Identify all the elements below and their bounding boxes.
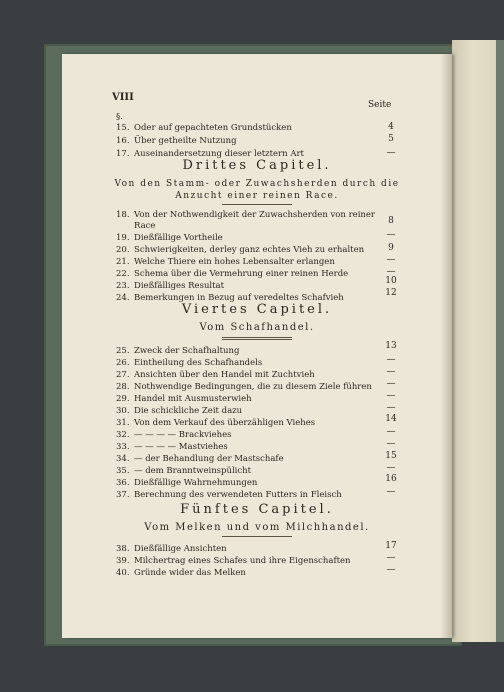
- toc-entry: 19. Dießfällige Vortheile: [116, 233, 223, 243]
- toc-entry-page: —: [386, 403, 396, 413]
- chapter-subtitle: Anzucht einer reinen Race.: [175, 191, 339, 201]
- toc-entry: 26. Eintheilung des Schafhandels: [116, 358, 263, 368]
- chapter-subtitle: Vom Melken und vom Milchhandel.: [144, 522, 370, 533]
- toc-entry-page: 10: [385, 276, 397, 286]
- toc-entry-page: —: [386, 267, 396, 277]
- toc-entry-page: 16: [385, 474, 397, 484]
- toc-entry: Race: [134, 221, 156, 231]
- toc-entry: 40. Gründe wider das Melken: [116, 568, 246, 578]
- toc-entry: 22. Schema über die Vermehrung einer reinen Herde: [116, 269, 349, 279]
- toc-entry: 34. — der Behandlung der Mastschafe: [116, 454, 284, 464]
- toc-entry-page: 8: [388, 216, 394, 226]
- toc-entry-page: —: [386, 439, 396, 449]
- toc-entry-page: —: [386, 427, 396, 437]
- toc-entry: 16. Über getheilte Nutzung: [116, 136, 237, 146]
- toc-entry-page: —: [386, 487, 396, 497]
- toc-entry-page: 13: [385, 341, 397, 351]
- toc-entry-page: —: [386, 230, 396, 240]
- toc-entry: 25. Zweck der Schafhaltung: [116, 346, 240, 356]
- toc-entry-page: —: [386, 379, 396, 389]
- facing-page-binding: [496, 40, 504, 642]
- toc-entry: 36. Dießfällige Wahrnehmungen: [116, 478, 258, 488]
- toc-entry: 39. Milchertrag eines Schafes und ihre Eigenschaften: [116, 556, 351, 566]
- page-gutter-shadow: [440, 54, 452, 638]
- chapter-heading: Fünftes Capitel.: [180, 502, 334, 517]
- toc-entry-page: 14: [385, 414, 397, 424]
- toc-entry: 37. Berechnung des verwendeten Futters in Fleisch: [116, 490, 342, 500]
- toc-entry: 23. Dießfälliges Resultat: [116, 281, 225, 291]
- toc-entry-page: 17: [385, 541, 397, 551]
- toc-entry: 31. Von dem Verkauf des überzähligen Viehes: [116, 418, 316, 428]
- toc-entry-page: —: [386, 355, 396, 365]
- toc-entry: 29. Handel mit Ausmusterwieh: [116, 394, 252, 404]
- divider-rule: [222, 204, 292, 205]
- chapter-heading: Viertes Capitel.: [181, 302, 333, 317]
- divider-rule: [222, 337, 292, 340]
- toc-entry-page: 4: [388, 122, 394, 132]
- toc-entry: 28. Nothwendige Bedingungen, die zu diesem Ziele führen: [116, 382, 372, 392]
- toc-entry: 35. — dem Branntweinspülicht: [116, 466, 252, 476]
- toc-entry-page: —: [386, 255, 396, 265]
- toc-entry-page: 9: [388, 243, 394, 253]
- toc-entry: 30. Die schickliche Zeit dazu: [116, 406, 243, 416]
- page-number: VIII: [112, 92, 134, 103]
- toc-entry: 24. Bemerkungen in Bezug auf veredeltes Schafvieh: [116, 293, 344, 303]
- chapter-subtitle: Von den Stamm- oder Zuwachsherden durch die: [114, 179, 400, 189]
- toc-entry: 38. Dießfällige Ansichten: [116, 544, 227, 554]
- toc-entry-page: —: [386, 463, 396, 473]
- toc-entry-page: —: [386, 565, 396, 575]
- toc-entry-page: 5: [388, 134, 394, 144]
- toc-entry: 33. — — — — Mastviehes: [116, 442, 228, 452]
- toc-entry: 17. Auseinandersetzung dieser letztern Art: [116, 149, 304, 159]
- toc-entry: 27. Ansichten über den Handel mit Zuchtvieh: [116, 370, 315, 380]
- section-mark: §.: [116, 112, 123, 122]
- chapter-heading: Drittes Capitel.: [182, 158, 332, 173]
- facing-page-edge: [452, 40, 504, 642]
- toc-entry-page: —: [386, 148, 396, 158]
- toc-entry: 20. Schwierigkeiten, derley ganz echtes Vieh zu erhalten: [116, 245, 365, 255]
- toc-entry: 21. Welche Thiere ein hohes Lebensalter erlangen: [116, 257, 335, 267]
- toc-entry-page: 15: [385, 451, 397, 461]
- toc-entry: 32. — — — — Brackviehes: [116, 430, 232, 440]
- toc-entry-page: —: [386, 553, 396, 563]
- divider-rule: [222, 536, 292, 537]
- toc-entry-page: —: [386, 391, 396, 401]
- chapter-subtitle: Vom Schafhandel.: [199, 322, 315, 333]
- toc-entry-page: —: [386, 367, 396, 377]
- book-page: [62, 54, 452, 638]
- toc-entry-page: 12: [385, 288, 397, 298]
- seite-column-heading: Seite: [368, 100, 392, 110]
- toc-entry: 18. Von der Nothwendigkeit der Zuwachsherden von reiner: [116, 210, 375, 220]
- toc-entry: 15. Oder auf gepachteten Grundstücken: [116, 123, 292, 133]
